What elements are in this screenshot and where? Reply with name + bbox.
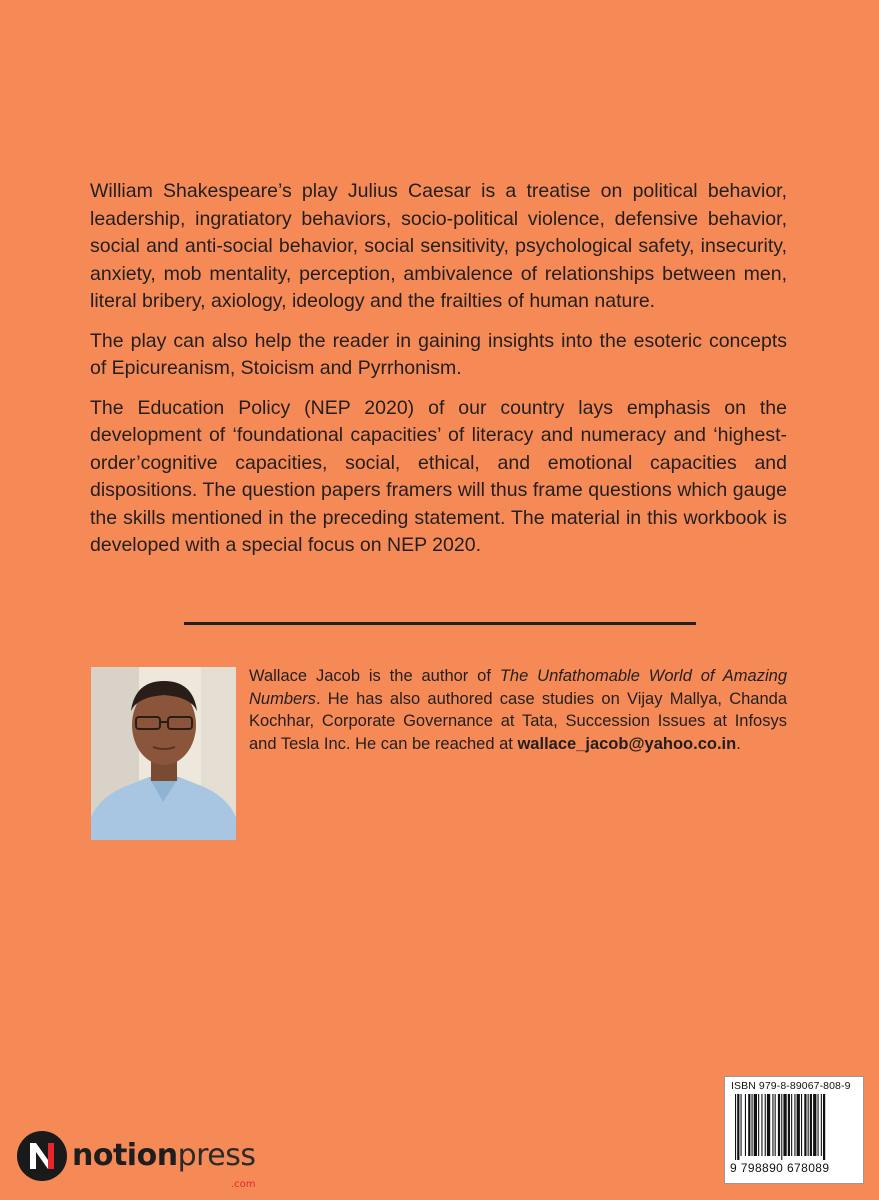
barcode-bars bbox=[729, 1094, 859, 1160]
author-bio-text: . He has also authored case studies on Vijay Mallya, Chanda Kochhar, Corporate Governance at Tata, Succession Issues at Infosys and Tesla Inc. He can be reached at bbox=[249, 689, 787, 753]
publisher-name-regular: press bbox=[177, 1138, 256, 1173]
author-bio-text: . bbox=[736, 734, 741, 753]
author-photo bbox=[91, 667, 236, 840]
section-divider bbox=[184, 622, 696, 625]
isbn-label: ISBN 979-8-89067-808-9 bbox=[731, 1080, 851, 1092]
blurb-paragraph: William Shakespeare’s play Julius Caesar is a treatise on political behavior, leadership, ingratiatory behaviors, socio-political violence, defensive behavior, social and anti-social behavior, social sensitivity, psychological safety, insecurity, anxiety, mob mentality, perception, ambivalence of relationships between men, literal bribery, axiology, ideology and the frailties of human nature. bbox=[90, 180, 787, 312]
blurb-paragraph: The play can also help the reader in gaining insights into the esoteric concepts of Epicureanism, Stoicism and Pyrrhonism. bbox=[90, 329, 787, 379]
author-book-title: The Unfathomable World of Amazing Numbers bbox=[249, 667, 787, 708]
publisher-domain: .com bbox=[230, 1179, 256, 1190]
publisher-logo bbox=[16, 1128, 256, 1190]
cover-blurb bbox=[90, 178, 787, 572]
blurb-paragraph: The Education Policy (NEP 2020) of our country lays emphasis on the development of ‘foundational capacities’ of literacy and numeracy and ‘highest-order’cognitive capacities, social, ethical, and emotional capacities and dispositions. The question papers framers will thus frame questions which gauge the skills mentioned in the preceding statement. The material in this workbook is developed with a special focus on NEP 2020. bbox=[90, 396, 787, 556]
author-bio-text: Wallace Jacob is the author of bbox=[249, 667, 500, 685]
author-bio bbox=[249, 665, 787, 755]
publisher-wordmark bbox=[72, 1138, 256, 1190]
isbn-barcode bbox=[724, 1076, 864, 1184]
author-email: wallace_jacob@yahoo.co.in bbox=[517, 734, 737, 753]
notionpress-logo-icon bbox=[16, 1130, 68, 1182]
publisher-name-bold: notion bbox=[72, 1138, 178, 1173]
barcode-number: 9 798890 678089 bbox=[730, 1161, 830, 1175]
